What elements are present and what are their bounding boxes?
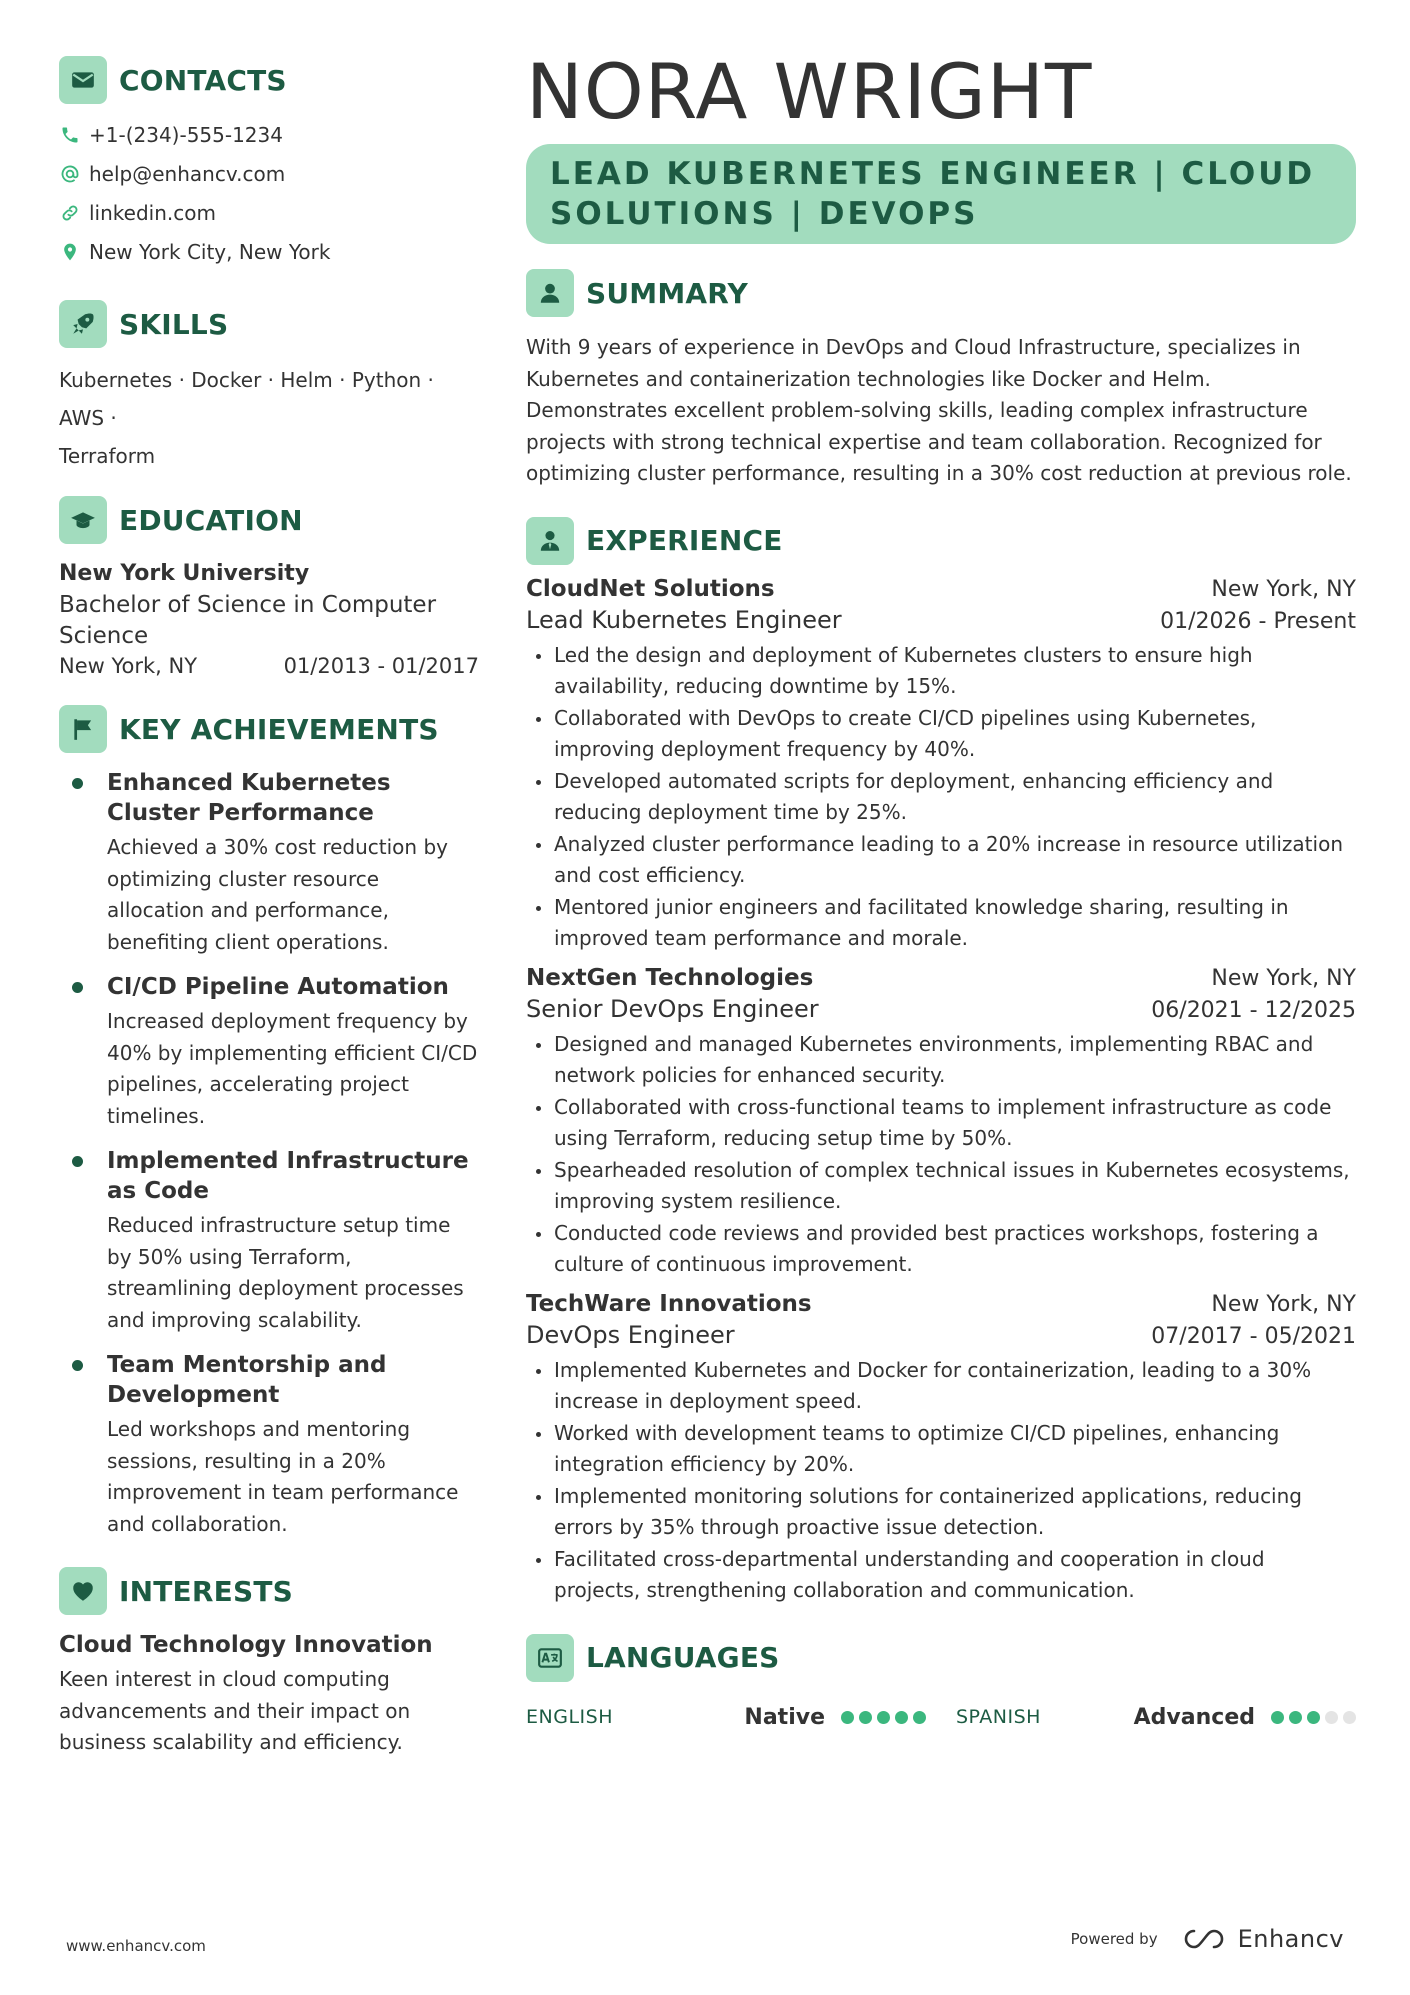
job-bullet: Implemented monitoring solutions for containerized applications, reducing errors by 35% through proactive issue detection. <box>526 1481 1356 1544</box>
rating-dot <box>895 1711 908 1724</box>
rating-dot <box>1289 1711 1302 1724</box>
rating-dot <box>1325 1711 1338 1724</box>
user-icon <box>526 269 574 317</box>
job-subheader <box>526 995 1356 1023</box>
left-column <box>59 55 479 1759</box>
language-name: SPANISH <box>956 1706 1041 1728</box>
achievement-item <box>59 1146 479 1336</box>
education-heading: EDUCATION <box>119 503 303 537</box>
job-company: NextGen Technologies <box>526 964 814 991</box>
job-dates: 06/2021 - 12/2025 <box>1151 997 1356 1023</box>
job-location: New York, NY <box>1211 576 1356 602</box>
job-header <box>526 1291 1356 1317</box>
job-company: TechWare Innovations <box>526 1290 812 1317</box>
contacts-header <box>59 55 479 105</box>
job-entry <box>526 1291 1356 1607</box>
achievement-item <box>59 768 479 958</box>
bullet-dot <box>72 778 83 789</box>
job-bullets <box>526 1029 1356 1281</box>
achievement-item <box>59 1350 479 1540</box>
bullet-dot <box>72 1156 83 1167</box>
summary-heading: SUMMARY <box>586 276 749 310</box>
achievements-header <box>59 704 479 754</box>
contacts-section <box>59 55 479 271</box>
achievement-desc: Achieved a 30% cost reduction by optimizing cluster resource allocation and performance, benefiting client operations. <box>107 835 448 954</box>
graduation-cap-icon <box>59 496 107 544</box>
brand-name: Enhancv <box>1237 1925 1344 1953</box>
contact-phone <box>59 115 479 154</box>
edu-location: New York, NY <box>59 654 198 678</box>
job-header <box>526 965 1356 991</box>
job-subheader <box>526 606 1356 634</box>
languages-header <box>526 1633 1356 1683</box>
job-bullet: Worked with development teams to optimize CI/CD pipelines, enhancing integration efficiency by 20%. <box>526 1418 1356 1481</box>
rating-dot <box>877 1711 890 1724</box>
job-bullet: Spearheaded resolution of complex technical issues in Kubernetes ecosystems, improving system resilience. <box>526 1155 1356 1218</box>
candidate-title: LEAD KUBERNETES ENGINEER | CLOUD SOLUTIONS | DEVOPS <box>550 156 1316 232</box>
enhancv-logo-icon <box>1182 1926 1230 1952</box>
edu-dates: 01/2013 - 01/2017 <box>283 654 479 678</box>
interests-section <box>59 1566 479 1759</box>
at-icon <box>59 163 81 185</box>
job-role: Lead Kubernetes Engineer <box>526 605 842 634</box>
envelope-icon <box>59 56 107 104</box>
link-icon <box>59 202 81 224</box>
location-text: New York City, New York <box>89 239 331 264</box>
achievement-desc: Led workshops and mentoring sessions, resulting in a 20% improvement in team performance and collaboration. <box>107 1417 459 1536</box>
footer-website[interactable]: www.enhancv.com <box>66 1937 206 1955</box>
interest-title: Cloud Technology Innovation <box>59 1632 433 1658</box>
job-location: New York, NY <box>1211 965 1356 991</box>
job-company: CloudNet Solutions <box>526 575 775 602</box>
job-role: Senior DevOps Engineer <box>526 994 819 1023</box>
job-bullet: Analyzed cluster performance leading to a 20% increase in resource utilization and cost efficiency. <box>526 829 1356 892</box>
contacts-heading: CONTACTS <box>119 63 287 97</box>
contact-linkedin <box>59 193 479 232</box>
language-level: Native <box>744 1704 825 1730</box>
job-bullet: Collaborated with cross-functional teams to implement infrastructure as code using Terraform, reducing setup time by 50%. <box>526 1092 1356 1155</box>
experience-heading: EXPERIENCE <box>586 524 783 557</box>
rating-dot <box>841 1711 854 1724</box>
contact-email <box>59 154 479 193</box>
job-bullet: Conducted code reviews and provided best practices workshops, fostering a culture of continuous improvement. <box>526 1218 1356 1281</box>
language-rating <box>1271 1711 1356 1724</box>
skills-header <box>59 299 479 349</box>
job-entry <box>526 965 1356 1281</box>
heart-icon <box>59 1567 107 1615</box>
language-name: ENGLISH <box>526 1706 613 1728</box>
skills-list <box>59 361 479 475</box>
interests-heading: INTERESTS <box>119 1574 293 1608</box>
job-bullet: Designed and managed Kubernetes environments, implementing RBAC and network policies for enhanced security. <box>526 1029 1356 1092</box>
achievement-title: Team Mentorship and Development <box>107 1352 387 1408</box>
summary-header <box>526 268 1356 318</box>
enhancv-logo[interactable] <box>1182 1925 1344 1953</box>
email-text[interactable]: help@enhancv.com <box>89 161 286 186</box>
language-level: Advanced <box>1133 1704 1255 1730</box>
job-bullets <box>526 640 1356 955</box>
bullet-dot <box>72 1360 83 1371</box>
translate-icon <box>526 1634 574 1682</box>
summary-section <box>526 268 1356 490</box>
languages-heading: LANGUAGES <box>586 1641 780 1674</box>
linkedin-text[interactable]: linkedin.com <box>89 200 216 225</box>
languages-list <box>526 1705 1356 1730</box>
location-icon <box>59 241 81 263</box>
job-bullet: Led the design and deployment of Kubernetes clusters to ensure high availability, reducing downtime by 15%. <box>526 640 1356 703</box>
edu-school: New York University <box>59 561 310 586</box>
job-bullets <box>526 1355 1356 1607</box>
education-section <box>59 495 479 678</box>
job-dates: 07/2017 - 05/2021 <box>1151 1323 1356 1349</box>
experience-header <box>526 516 1356 566</box>
job-bullet: Developed automated scripts for deployment, enhancing efficiency and reducing deployment time by 25%. <box>526 766 1356 829</box>
phone-text[interactable]: +1-(234)-555-1234 <box>89 122 283 147</box>
achievement-title: Implemented Infrastructure as Code <box>107 1148 469 1204</box>
rating-dot <box>913 1711 926 1724</box>
languages-section <box>526 1633 1356 1730</box>
rocket-icon <box>59 300 107 348</box>
skills-section <box>59 299 479 475</box>
summary-text: With 9 years of experience in DevOps and Cloud Infrastructure, specializes in Kubernetes and containerization technologies like Docker and Helm. Demonstrates excellent problem-solving skills, leading complex infrastructure projects with strong technical expertise and team collaboration. Recognized for optimizing cluster performance, resulting in a 30% cost reduction at previous role. <box>526 335 1352 485</box>
job-dates: 01/2026 - Present <box>1160 608 1356 634</box>
achievement-item <box>59 972 479 1132</box>
interest-desc: Keen interest in cloud computing advancements and their impact on business scalability and efficiency. <box>59 1667 411 1754</box>
achievement-desc: Reduced infrastructure setup time by 50% using Terraform, streamlining deployment processes and improving scalability. <box>107 1213 464 1332</box>
powered-by-text: Powered by <box>1070 1930 1158 1948</box>
job-entry <box>526 576 1356 955</box>
edu-meta <box>59 654 479 678</box>
achievements-heading: KEY ACHIEVEMENTS <box>119 712 439 746</box>
language-rating <box>841 1711 926 1724</box>
skills-line: Kubernetes · Docker · Helm · Python · AWS · <box>59 368 434 430</box>
interests-header <box>59 1566 479 1616</box>
user-tie-icon <box>526 517 574 565</box>
job-role: DevOps Engineer <box>526 1320 735 1349</box>
job-bullet: Facilitated cross-departmental understanding and cooperation in cloud projects, strengthening collaboration and communication. <box>526 1544 1356 1607</box>
job-bullet: Implemented Kubernetes and Docker for containerization, leading to a 30% increase in deployment speed. <box>526 1355 1356 1418</box>
rating-dot <box>1307 1711 1320 1724</box>
job-bullet: Collaborated with DevOps to create CI/CD pipelines using Kubernetes, improving deployment frequency by 40%. <box>526 703 1356 766</box>
rating-dot <box>1343 1711 1356 1724</box>
title-banner <box>526 144 1356 244</box>
flag-icon <box>59 705 107 753</box>
job-bullet: Mentored junior engineers and facilitated knowledge sharing, resulting in improved team performance and morale. <box>526 892 1356 955</box>
achievement-title: CI/CD Pipeline Automation <box>107 974 449 1000</box>
skills-heading: SKILLS <box>119 307 229 341</box>
bullet-dot <box>72 982 83 993</box>
job-subheader <box>526 1321 1356 1349</box>
skills-line: Terraform <box>59 444 156 468</box>
achievement-title: Enhanced Kubernetes Cluster Performance <box>107 770 391 826</box>
edu-degree: Bachelor of Science in Computer Science <box>59 592 437 649</box>
job-location: New York, NY <box>1211 1291 1356 1317</box>
rating-dot <box>859 1711 872 1724</box>
achievement-desc: Increased deployment frequency by 40% by implementing efficient CI/CD pipelines, accelerating project timelines. <box>107 1009 478 1128</box>
right-column <box>526 47 1356 1730</box>
education-header <box>59 495 479 545</box>
phone-icon <box>59 124 81 146</box>
achievements-section <box>59 704 479 1540</box>
job-header <box>526 576 1356 602</box>
candidate-name: NORA WRIGHT <box>526 47 1093 136</box>
experience-section <box>526 516 1356 1607</box>
contact-location <box>59 232 479 271</box>
footer-branding <box>1071 1925 1344 1953</box>
language-item <box>526 1705 926 1730</box>
language-item <box>956 1705 1356 1730</box>
rating-dot <box>1271 1711 1284 1724</box>
